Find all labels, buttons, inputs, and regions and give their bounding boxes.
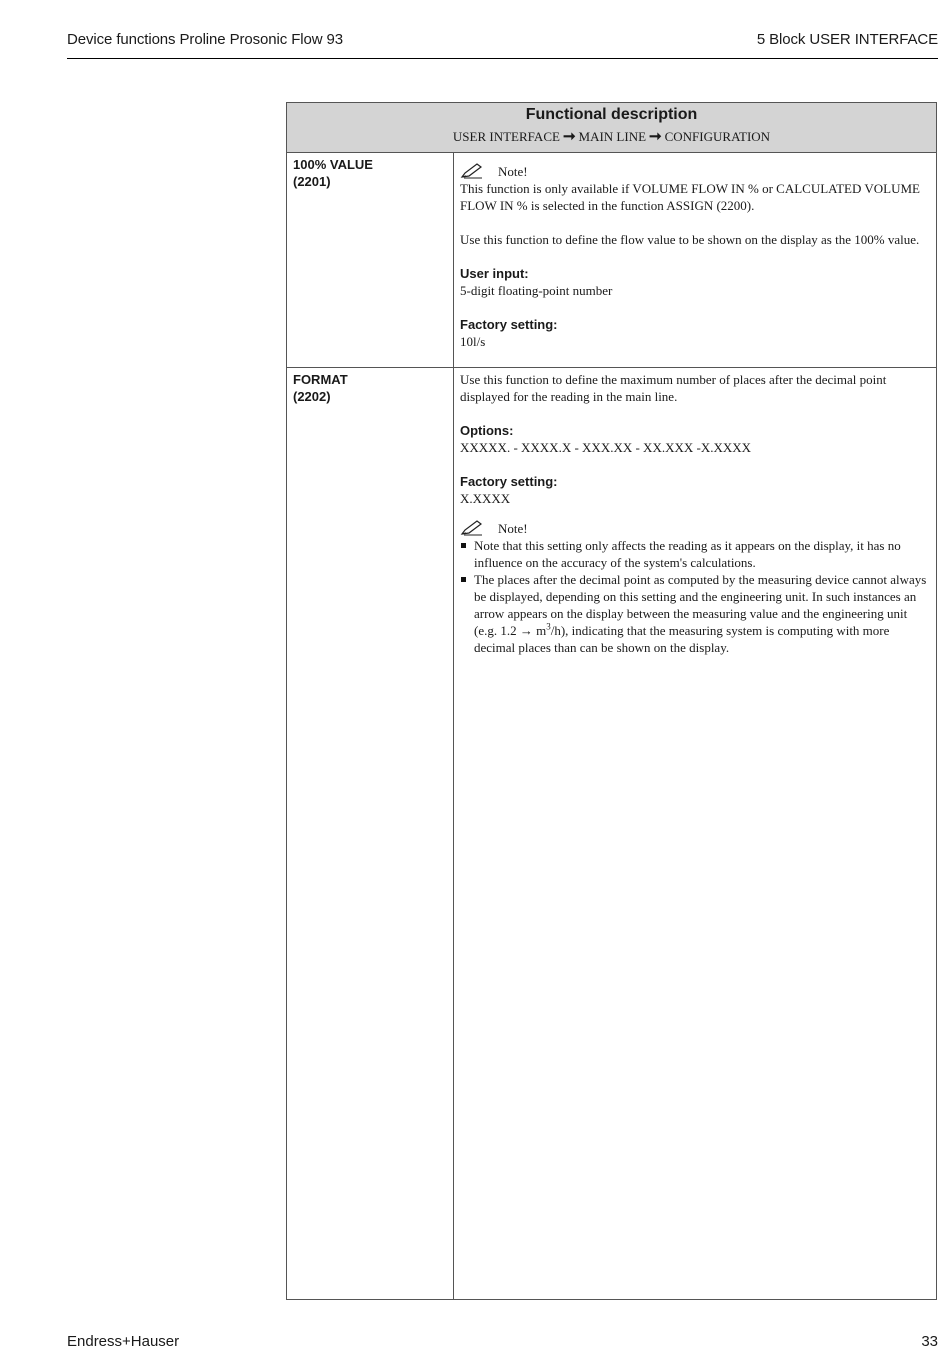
- table-row: [287, 153, 936, 368]
- table-row: [287, 368, 936, 1299]
- function-code: (2202): [293, 389, 331, 404]
- description-text: Use this function to define the flow value to be shown on the display as the 100% value.: [460, 232, 920, 247]
- list-item: The places after the decimal point as computed by the measuring device cannot always be displayed, depending on this setting and the engineering unit. In such instances an arrow appears on the display between the measuring value and the engineering unit (e.g. $1.2 \to m^3/h$), indicating that the measuring system is computing with more decimal places than can be shown on the display.: [460, 571, 930, 656]
- path-item: MAIN LINE: [578, 129, 647, 144]
- header-rule: [67, 58, 938, 59]
- function-name: 100% VALUE: [293, 157, 373, 172]
- arrow-right-icon: ➞: [649, 129, 662, 145]
- function-name-cell: [287, 368, 454, 1299]
- options-label: Options:: [460, 423, 514, 438]
- pencil-note-icon: [460, 519, 484, 537]
- pencil-note-icon: [460, 162, 484, 180]
- table-title: Functional description: [525, 106, 698, 123]
- function-name-cell: [287, 153, 454, 367]
- options-value: XXXXX. - XXXX.X - XXX.XX - XX.XXX -X.XXXX: [460, 440, 752, 455]
- function-code: (2201): [293, 174, 331, 189]
- function-description-cell: [454, 368, 936, 1299]
- running-header-section: 5 Block USER INTERFACE: [756, 31, 938, 48]
- menu-path: [287, 127, 936, 146]
- note-bullet-list: [460, 537, 930, 656]
- description-text: Use this function to define the maximum number of places after the decimal point displayed for the reading in the main line.: [460, 372, 887, 404]
- running-header-title: Device functions Proline Prosonic Flow 93: [67, 31, 344, 48]
- functional-description-table: [286, 102, 937, 1300]
- path-item: CONFIGURATION: [664, 129, 771, 144]
- user-input-value: 5-digit floating-point number: [460, 283, 613, 298]
- function-description-cell: [454, 153, 936, 367]
- footer-brand: Endress+Hauser: [67, 1333, 180, 1350]
- note-label: Note!: [498, 164, 528, 179]
- user-input-label: User input:: [460, 266, 529, 281]
- page-number: 33: [921, 1333, 938, 1350]
- note-text: This function is only available if VOLUME FLOW IN % or CALCULATED VOLUME FLOW IN % is selected in the function ASSIGN (2200).: [460, 181, 921, 213]
- list-item: Note that this setting only affects the reading as it appears on the display, it has no influence on the accuracy of the system's calculations.: [460, 537, 930, 571]
- function-name: FORMAT: [293, 372, 348, 387]
- table-header: [287, 103, 936, 153]
- arrow-right-icon: ➞: [562, 129, 576, 145]
- factory-setting-label: Factory setting:: [460, 317, 558, 332]
- path-item: USER INTERFACE: [452, 129, 560, 144]
- note-heading: [460, 156, 930, 180]
- factory-setting-label: Factory setting:: [460, 474, 558, 489]
- factory-setting-value: X.XXXX: [460, 491, 511, 506]
- note-label: Note!: [498, 521, 528, 536]
- factory-setting-value: 10l/s: [460, 334, 486, 349]
- note-heading: [460, 513, 930, 537]
